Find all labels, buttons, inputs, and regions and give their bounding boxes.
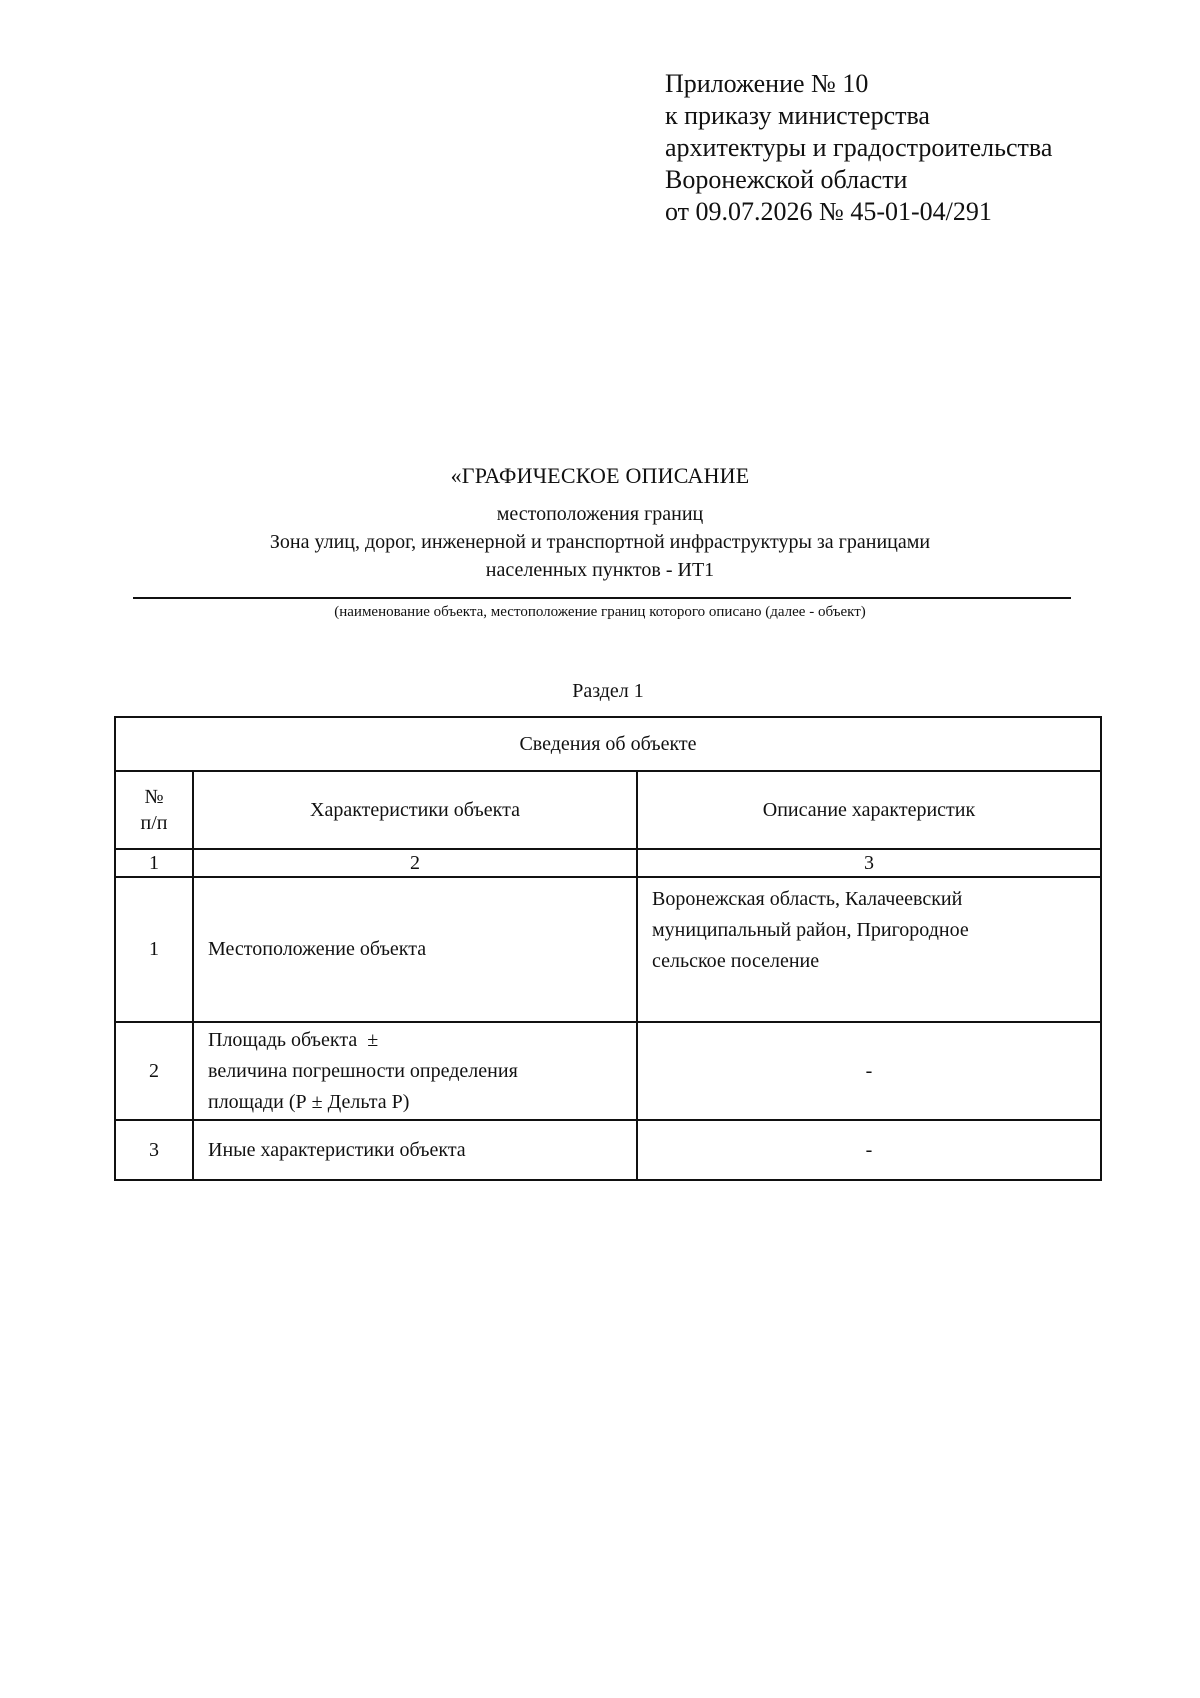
column-index-3: 3 <box>637 849 1101 877</box>
document-subtitle: местоположения границ <box>496 503 704 525</box>
row-characteristic: Местоположение объекта <box>193 877 637 1022</box>
header-number-abbrev: п/п <box>140 812 168 834</box>
appendix-region: Воронежской области <box>665 165 908 194</box>
column-index-1: 1 <box>115 849 193 877</box>
row-number: 2 <box>115 1022 193 1120</box>
section-label: Раздел 1 <box>572 680 644 702</box>
table-header-row <box>115 771 1101 849</box>
appendix-ministry: архитектуры и градостроительства <box>665 133 1053 162</box>
row-number: 3 <box>115 1120 193 1180</box>
column-index-row <box>115 849 1101 877</box>
description-line: муниципальный район, Пригородное <box>652 919 969 941</box>
object-name-caption: (наименование объекта, местоположение границ которого описано (далее - объект) <box>334 604 866 620</box>
row-number: 1 <box>115 877 193 1022</box>
description-line: Воронежская область, Калачеевский <box>652 888 963 910</box>
document-title: «ГРАФИЧЕСКОЕ ОПИСАНИЕ <box>450 463 750 488</box>
object-info-table <box>114 716 1102 1181</box>
title-underline <box>133 597 1071 599</box>
table-row <box>115 1022 1101 1120</box>
table-title-row <box>115 717 1101 771</box>
row-characteristic <box>193 1022 637 1120</box>
appendix-number: Приложение № 10 <box>665 69 869 98</box>
table-row <box>115 1120 1101 1180</box>
column-index-2: 2 <box>193 849 637 877</box>
characteristic-line: площади (Р ± Дельта Р) <box>208 1090 410 1113</box>
header-description: Описание характеристик <box>637 771 1101 849</box>
characteristic-line: Площадь объекта ± <box>208 1028 379 1051</box>
appendix-order-date: от 09.07.2026 № 45-01-04/291 <box>665 197 992 226</box>
row-description: - <box>637 1120 1101 1180</box>
row-description <box>637 877 1101 1022</box>
object-name-line-2: населенных пунктов - ИТ1 <box>485 559 715 581</box>
characteristic-line: величина погрешности определения <box>208 1059 518 1082</box>
row-description: - <box>637 1022 1101 1120</box>
appendix-order-reference: к приказу министерства <box>665 101 930 130</box>
object-name-line-1: Зона улиц, дорог, инженерной и транспортной инфраструктуры за границами <box>269 531 931 553</box>
row-characteristic: Иные характеристики объекта <box>193 1120 637 1180</box>
description-line: сельское поселение <box>652 950 820 972</box>
document-title-block <box>0 462 1200 584</box>
header-number-symbol: № <box>144 786 164 808</box>
appendix-header <box>665 68 1052 228</box>
header-characteristic: Характеристики объекта <box>193 771 637 849</box>
table-row <box>115 877 1101 1022</box>
table-title: Сведения об объекте <box>115 717 1101 771</box>
header-number <box>115 771 193 849</box>
